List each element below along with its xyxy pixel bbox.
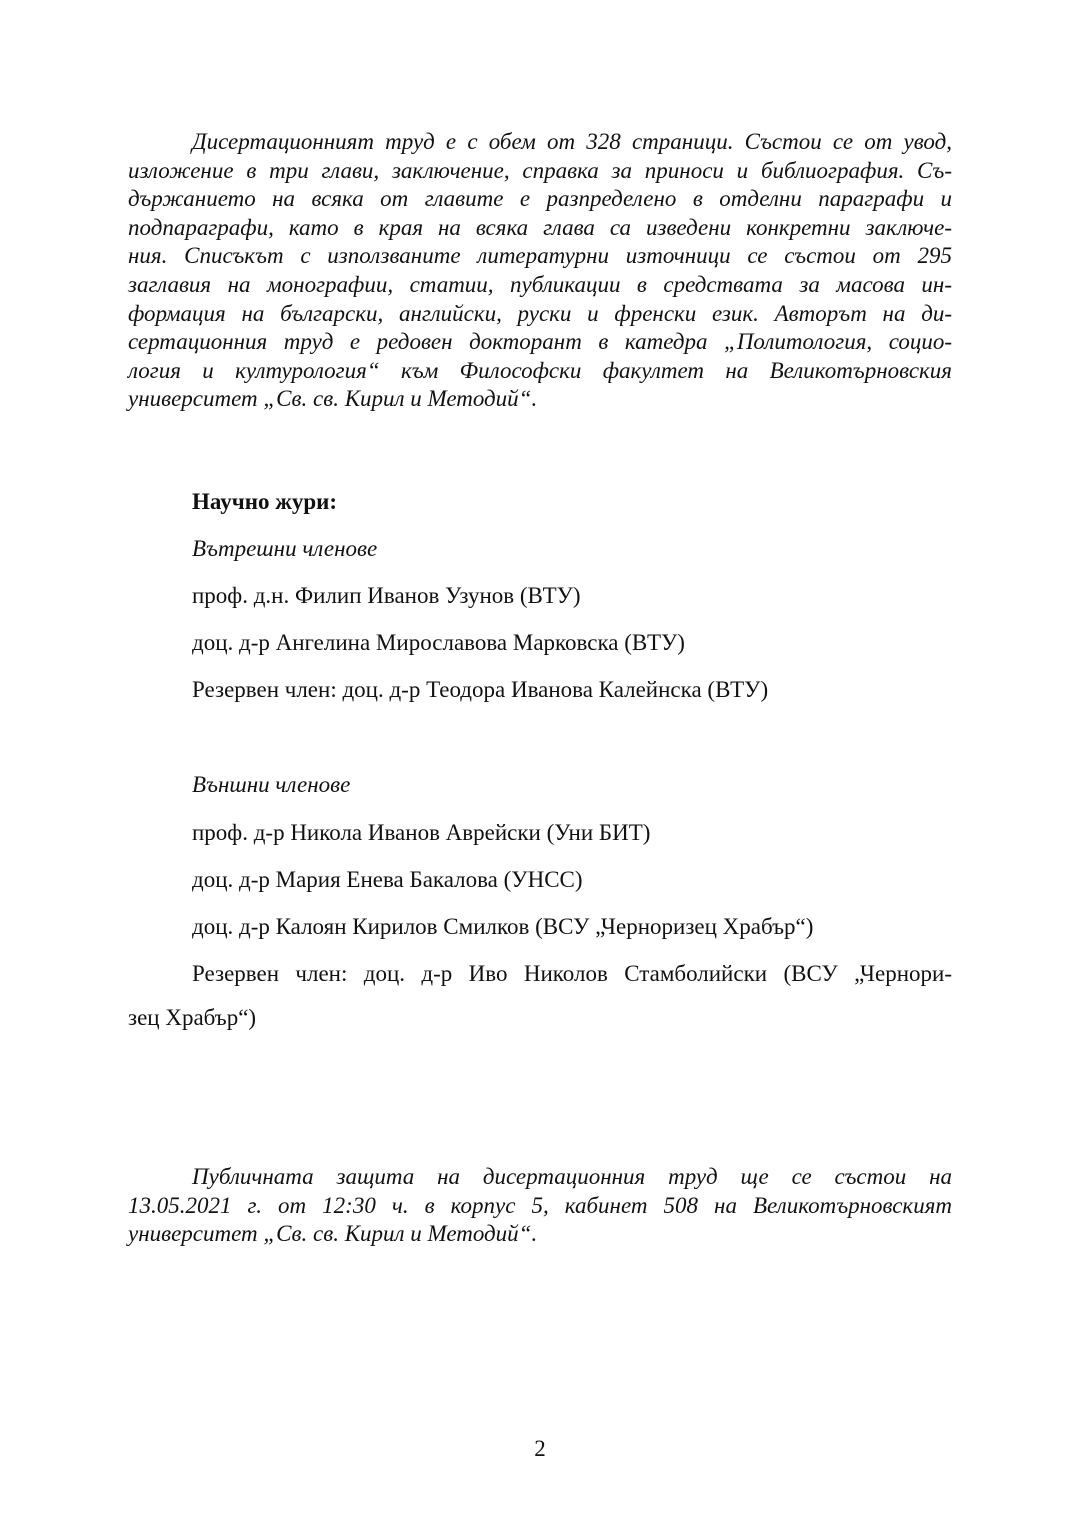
internal-member: доц. д-р Ангелина Мирославова Марковска (ВТУ) <box>192 630 685 655</box>
jury-heading: Научно жури: <box>192 489 338 514</box>
external-reserve-member <box>128 961 952 1031</box>
dissertation-summary <box>128 128 952 414</box>
summary-line: сертационния труд е редовен докторант в катедра „Политология, социо- <box>128 329 952 355</box>
summary-line: заглавия на монографии, статии, публикации в средствата за масова ин- <box>128 271 952 297</box>
summary-line: изложение в три глави, заключение, справка за приноси и библиография. Съ- <box>128 157 952 183</box>
summary-line: държанието на всяка от главите е разпределено в отделни параграфи и <box>128 186 952 212</box>
summary-line: университет „Св. св. Кирил и Методий“. <box>128 386 538 412</box>
page-number: 2 <box>534 1436 546 1461</box>
defense-line: университет „Св. св. Кирил и Методий“. <box>128 1221 538 1247</box>
summary-line: логия и културология“ към Философски факултет на Великотърновския <box>128 357 952 383</box>
public-defense-note <box>128 1163 952 1249</box>
internal-members-label: Вътрешни членове <box>192 536 378 561</box>
defense-line: 13.05.2021 г. от 12:30 ч. в корпус 5, кабинет 508 на Великотърновският <box>128 1192 952 1218</box>
summary-line: подпараграфи, като в края на всяка глава са изведени конкретни заключе- <box>128 214 952 240</box>
summary-line: ния. Списъкът с използваните литературни източници се състои от 295 <box>128 243 952 269</box>
internal-reserve-member: Резервен член: доц. д-р Теодора Иванова Калейнска (ВТУ) <box>192 677 769 702</box>
internal-member: проф. д.н. Филип Иванов Узунов (ВТУ) <box>192 583 581 608</box>
reserve-line: Резервен член: доц. д-р Иво Николов Стамболийски (ВСУ „Чернори- <box>192 961 952 986</box>
external-member: доц. д-р Мария Енева Бакалова (УНСС) <box>192 867 583 892</box>
external-member: проф. д-р Никола Иванов Аврейски (Уни БИТ) <box>192 820 651 845</box>
reserve-line: зец Храбър“) <box>128 1005 257 1030</box>
external-members-label: Външни членове <box>192 772 351 797</box>
external-member: доц. д-р Калоян Кирилов Смилков (ВСУ „Черноризец Храбър“) <box>192 914 814 939</box>
summary-line: формация на български, английски, руски и френски език. Авторът на ди- <box>128 300 952 326</box>
defense-line: Публичната защита на дисертационния труд ще се състои на <box>192 1164 952 1189</box>
summary-line: Дисертационният труд е с обем от 328 страници. Състои се от увод, <box>192 129 952 154</box>
